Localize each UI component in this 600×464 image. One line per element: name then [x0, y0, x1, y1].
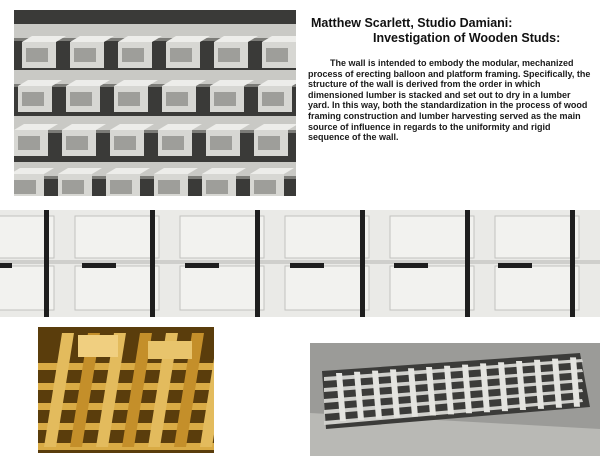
cubby-recess	[62, 180, 84, 194]
wall-detail-photo	[38, 327, 214, 453]
gold-highlight	[148, 341, 192, 359]
cubby-recess	[214, 92, 236, 106]
cubby-recess	[162, 136, 184, 150]
cubby-recess	[170, 48, 192, 62]
slot-mark	[394, 263, 428, 268]
wall-elevation-drawing	[0, 210, 600, 317]
cubby-recess	[70, 92, 92, 106]
cubby-recess	[266, 48, 288, 62]
cubby-recess	[74, 48, 96, 62]
cubby-recess	[218, 48, 240, 62]
panel-lower	[75, 266, 159, 310]
cubby-recess	[262, 92, 284, 106]
cubby-recess	[254, 180, 276, 194]
panel-upper	[390, 216, 474, 258]
slot-mark	[185, 263, 219, 268]
cubby-recess	[114, 136, 136, 150]
title-line-1: Matthew Scarlett, Studio Damiani:	[311, 16, 513, 30]
slot-mark	[498, 263, 532, 268]
slot-mark	[290, 263, 324, 268]
cubby-recess	[158, 180, 180, 194]
page-title	[311, 16, 591, 46]
panel-upper	[285, 216, 369, 258]
slot-mark	[82, 263, 116, 268]
horizontal-board	[14, 116, 296, 130]
panel-upper	[180, 216, 264, 258]
description-paragraph: The wall is intended to embody the modular, mechanized process of erecting balloon and platform framing. Specifically, the structure of the wall is derived from the order in which dimensioned lumber is stacked and set out to dry in a lumber yard. In this way, both the standardization in the process of wood framing construction and lumber harvesting served as the main source of influence in regards to the uniformity and rigid sequence of the wall.	[308, 58, 591, 143]
board-shadow	[14, 130, 296, 133]
gold-highlight	[78, 335, 118, 357]
cubby-recess	[206, 180, 228, 194]
separator-bar	[570, 210, 575, 317]
panel-lower	[390, 266, 474, 310]
separator-bar	[44, 210, 49, 317]
panel-lower	[285, 266, 369, 310]
title-line-2: Investigation of Wooden Studs:	[373, 31, 561, 45]
wall-model-perspective-photo	[310, 343, 600, 456]
horizontal-board	[14, 24, 296, 38]
cubby-recess	[110, 180, 132, 194]
separator-bar	[255, 210, 260, 317]
panel-lower	[180, 266, 264, 310]
slot-mark	[0, 263, 12, 268]
cubby-recess	[118, 92, 140, 106]
cubby-recess	[14, 180, 36, 194]
cubby-recess	[22, 92, 44, 106]
board-shadow	[14, 84, 296, 87]
panel-upper	[75, 216, 159, 258]
separator-bar	[465, 210, 470, 317]
cubby-recess	[122, 48, 144, 62]
cubby-recess	[66, 136, 88, 150]
cubby-recess	[258, 136, 280, 150]
panel-upper	[495, 216, 579, 258]
separator-bar	[360, 210, 365, 317]
cubby-recess	[18, 136, 40, 150]
separator-bar	[150, 210, 155, 317]
panel-lower	[495, 266, 579, 310]
cubby-recess	[166, 92, 188, 106]
cubby-recess	[210, 136, 232, 150]
cubby-recess	[26, 48, 48, 62]
wall-model-photo	[14, 10, 296, 196]
